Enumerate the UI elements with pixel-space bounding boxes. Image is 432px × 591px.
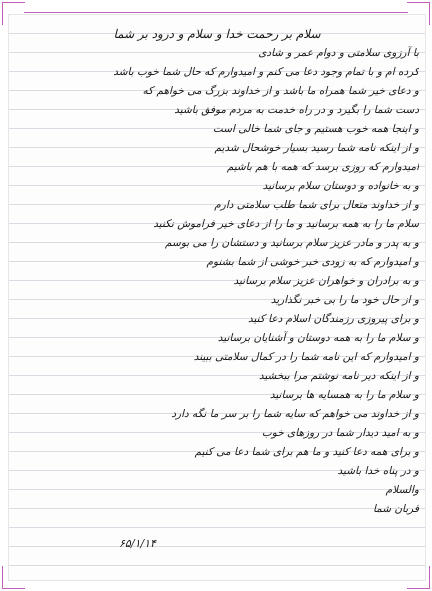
letter-line: و از اینکه نامه شما رسید بسیار خوشحال شدیم [214, 142, 419, 154]
letter-line: و برای همه دعا کنید و ما هم برای شما دعا می کنیم [194, 446, 419, 458]
letter-line: و برای پیروزی رزمندگان اسلام دعا کنید [247, 313, 419, 325]
letter-line: و دعای خیر شما همراه ما باشد و از خداوند بزرگ می خواهم که [142, 85, 419, 97]
letter-line: و امیدوارم که این نامه شما را در کمال سلامتی ببیند [193, 351, 419, 363]
letter-line: و از خداوند متعال برای شما طلب سلامتی دارم [214, 199, 419, 211]
letter-line: و سلام ما را به همه دوستان و آشنایان برسانید [217, 332, 419, 344]
letter-line: سلام بر رحمت خدا و سلام و درود بر شما [113, 27, 321, 41]
letter-body [15, 25, 419, 519]
letter-line: و به برادران و خواهران عزیز سلام برسانید [233, 275, 419, 287]
letter-date: ۶۵/۱/۱۴ [119, 537, 156, 550]
letter-line: و به پدر و مادر عزیز سلام برسانید و دستشان را می بوسم [165, 237, 419, 249]
letter-line: والسلام [385, 484, 419, 496]
letter-line: و سلام ما را به همسایه ها برسانید [269, 389, 419, 401]
letter-line: و در پناه خدا باشید [337, 465, 419, 477]
lined-paper [8, 14, 426, 581]
frame-line-top [24, 12, 408, 13]
letter-line: و به خانواده و دوستان سلام برسانید [262, 180, 419, 192]
letter-line: امیدوارم که روزی برسد که همه با هم باشیم [226, 161, 419, 173]
letter-line: و از خداوند می خواهم که سایه شما را بر سر ما نگه دارد [171, 408, 419, 420]
letter-line: و امیدوارم که به زودی خبر خوشی از شما بشنوم [206, 256, 419, 268]
letter-line: و اینجا همه خوب هستیم و جای شما خالی است [212, 123, 419, 135]
letter-line: قربان شما [372, 503, 419, 515]
letter-line: سلام ما را به همه برسانید و ما را از دعای خیر فراموش نکنید [153, 218, 419, 230]
letter-line: و از حال خود ما را بی خبر نگذارید [270, 294, 419, 306]
letter-line: کرده ام و با تمام وجود دعا می کنم و امیدوارم که حال شما خوب باشد [113, 66, 419, 78]
letter-line: با آرزوی سلامتی و دوام عمر و شادی [258, 47, 419, 59]
letter-line: دست شما را بگیرد و در راه خدمت به مردم موفق باشید [174, 104, 419, 116]
letter-line: و به امید دیدار شما در روزهای خوب [261, 427, 419, 439]
letter-line: و از اینکه دیر نامه نوشتم مرا ببخشید [258, 370, 419, 382]
